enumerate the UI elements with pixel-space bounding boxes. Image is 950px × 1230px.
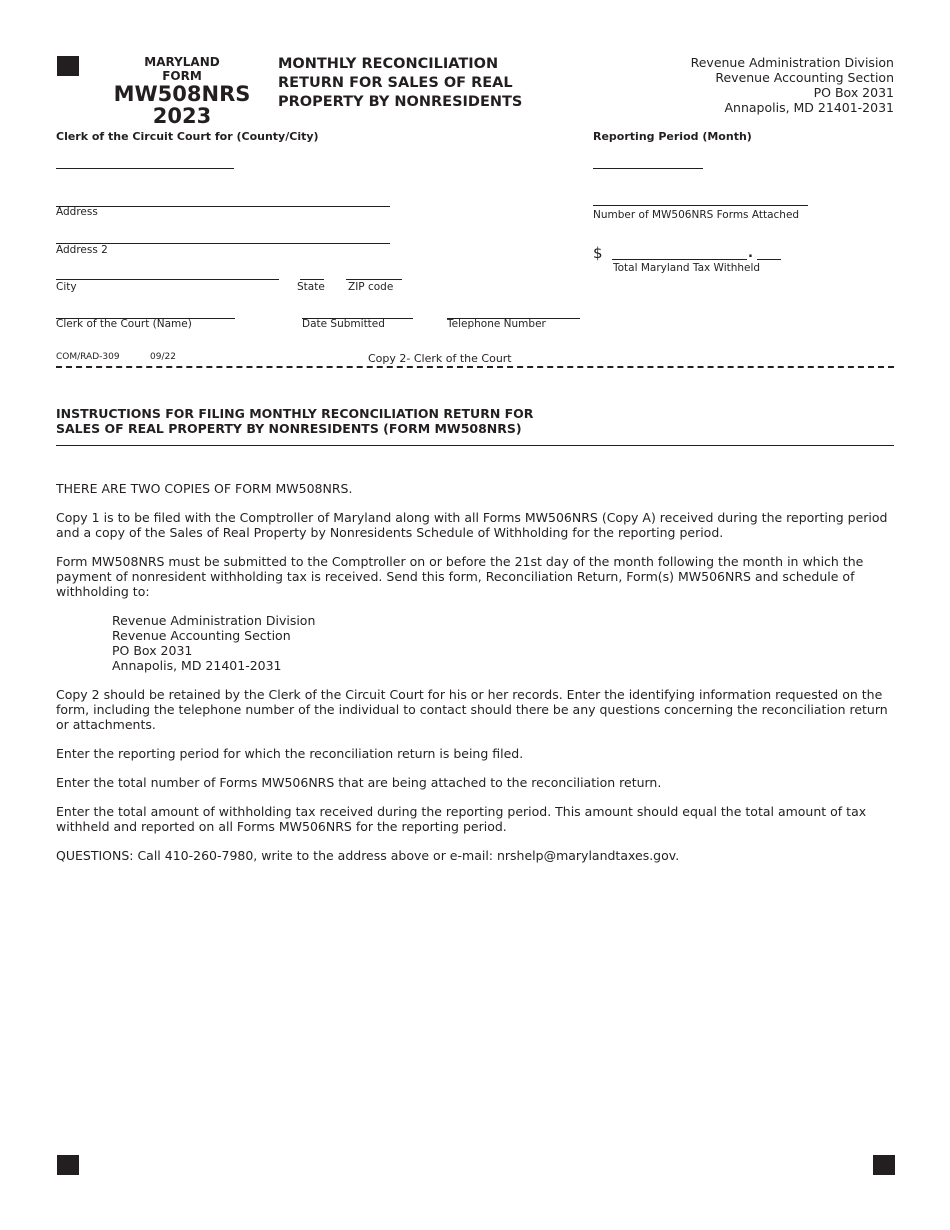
state-field[interactable] [300, 279, 324, 280]
address-line: Annapolis, MD 21401-2031 [724, 100, 894, 115]
total-tax-cents-field[interactable] [757, 259, 781, 260]
num-forms-label: Number of MW506NRS Forms Attached [593, 209, 800, 221]
zip-field[interactable] [346, 279, 402, 280]
form-title-line: PROPERTY BY NONRESIDENTS [278, 94, 523, 110]
form-code: COM/RAD-309 [56, 352, 120, 362]
mailing-address-line: Annapolis, MD 21401-2031 [112, 658, 282, 673]
clerk-name-label: Clerk of the Court (Name) [56, 318, 192, 330]
instructions-title-line: INSTRUCTIONS FOR FILING MONTHLY RECONCILIATION RETURN FOR [56, 406, 534, 421]
form-title [278, 55, 578, 112]
form-title-line: MONTHLY RECONCILIATION [278, 56, 499, 72]
address-line: Revenue Administration Division [690, 55, 894, 70]
mailing-address-block [56, 613, 894, 673]
address-line: PO Box 2031 [813, 85, 894, 100]
total-tax-dollars-field[interactable] [612, 259, 747, 260]
address-field[interactable] [56, 206, 390, 207]
form-id-block [108, 55, 256, 127]
date-submitted-label: Date Submitted [302, 318, 385, 330]
registration-mark-bottom-left [57, 1155, 79, 1175]
instructions-title-line: SALES OF REAL PROPERTY BY NONRESIDENTS (FORM MW508NRS) [56, 421, 522, 436]
registration-mark-top-left [57, 56, 79, 76]
instruction-paragraph: Enter the total amount of withholding tax received during the reporting period. This amount should equal the total amount of tax withheld and reported on all Forms MW506NRS for the reporting period. [56, 804, 867, 834]
instructions-divider [56, 445, 894, 446]
state-label: State [297, 281, 325, 293]
instructions-title [56, 406, 894, 436]
instruction-paragraph: Form MW508NRS must be submitted to the Comptroller on or before the 21st day of the month following the month in which the payment of nonresident withholding tax is received. Send this form, Reconciliation Return, Form(s) MW506NRS and schedule of withholding to: [56, 554, 864, 599]
num-forms-field[interactable] [593, 205, 808, 206]
city-field[interactable] [56, 279, 279, 280]
form-year: 2023 [152, 104, 212, 128]
form-number: MW508NRS [113, 82, 251, 106]
decimal-point: . [748, 246, 753, 261]
instructions-body [56, 481, 894, 877]
reporting-period-label: Reporting Period (Month) [593, 130, 752, 143]
header-mailing-address [594, 55, 894, 115]
mailing-address-line: Revenue Administration Division [112, 613, 316, 628]
clerk-court-label: Clerk of the Circuit Court for (County/City) [56, 130, 319, 143]
state-name: MARYLAND [144, 55, 220, 69]
instruction-paragraph: QUESTIONS: Call 410-260-7980, write to the address above or e-mail: nrshelp@marylandtaxes.gov. [56, 848, 680, 863]
reporting-period-field[interactable] [593, 168, 703, 169]
form-word: FORM [162, 69, 202, 83]
city-label: City [56, 281, 77, 293]
mailing-address-line: PO Box 2031 [112, 643, 193, 658]
address-label: Address [56, 206, 98, 218]
address-line: Revenue Accounting Section [715, 70, 894, 85]
telephone-label: Telephone Number [447, 318, 546, 330]
cut-line [56, 366, 894, 368]
instruction-paragraph: Copy 1 is to be filed with the Comptroller of Maryland along with all Forms MW506NRS (Copy A) received during the reporting period and a copy of the Sales of Real Property by Nonresidents Schedule of Withholding for the reporting period. [56, 510, 888, 540]
instruction-paragraph: Copy 2 should be retained by the Clerk of the Circuit Court for his or her records. Enter the identifying information requested on the form, including the telephone number of the individual to contact should there be any questions concerning the reconciliation return or attachments. [56, 687, 888, 732]
copy-label: Copy 2- Clerk of the Court [368, 352, 512, 365]
clerk-court-field[interactable] [56, 168, 234, 169]
instruction-paragraph: Enter the total number of Forms MW506NRS that are being attached to the reconciliation return. [56, 775, 662, 790]
instruction-paragraph: THERE ARE TWO COPIES OF FORM MW508NRS. [56, 481, 353, 496]
total-tax-label: Total Maryland Tax Withheld [613, 262, 761, 274]
dollar-sign: $ [593, 244, 603, 262]
zip-label: ZIP code [348, 281, 394, 293]
mailing-address-line: Revenue Accounting Section [112, 628, 291, 643]
address2-label: Address 2 [56, 244, 108, 256]
form-title-line: RETURN FOR SALES OF REAL [278, 75, 513, 91]
instruction-paragraph: Enter the reporting period for which the reconciliation return is being filed. [56, 746, 524, 761]
form-revision: 09/22 [150, 352, 176, 362]
registration-mark-bottom-right [873, 1155, 895, 1175]
